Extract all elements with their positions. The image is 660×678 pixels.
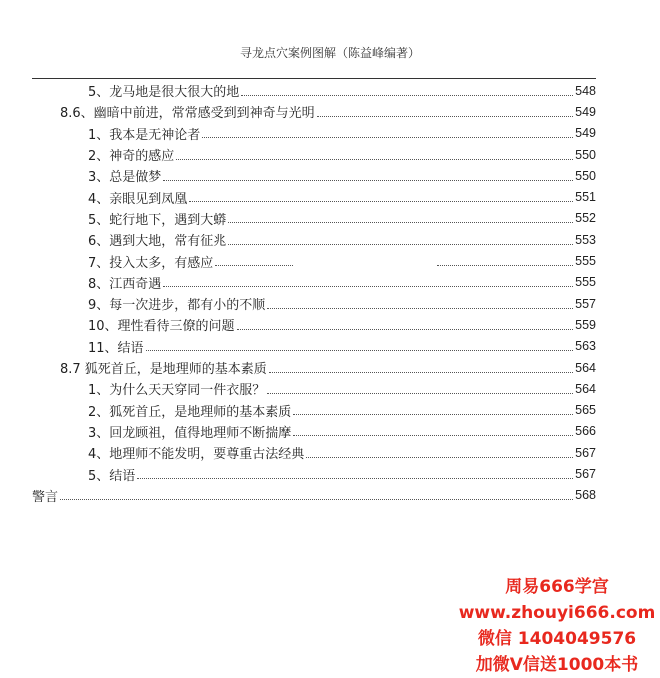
toc-entry (88, 165, 596, 186)
toc-page-number: 564 (575, 360, 596, 375)
toc-leader (237, 328, 574, 330)
toc-page-number: 568 (575, 488, 596, 503)
toc-page-number: 559 (575, 317, 596, 332)
toc-leader (293, 434, 573, 436)
toc-entry (88, 80, 596, 101)
toc-leader (306, 456, 573, 458)
toc-entry (88, 123, 596, 144)
toc-leader (267, 392, 573, 394)
toc-page-number: 563 (575, 339, 596, 354)
toc-entry (88, 187, 596, 208)
toc-page-number: 557 (575, 296, 596, 311)
toc-entry (88, 250, 596, 271)
toc-page-number: 549 (575, 126, 596, 141)
toc-page-number: 551 (575, 190, 596, 205)
toc-leader (202, 136, 573, 138)
toc-entry (88, 378, 596, 399)
toc-leader (60, 498, 573, 500)
toc-entry (32, 485, 596, 506)
toc-entry-title: 9、每一次进步，都有小的不顺 (88, 298, 266, 314)
toc-entry-title: 1、为什么天天穿同一件衣服？ (88, 383, 266, 399)
toc-page-number: 567 (575, 467, 596, 482)
running-header: 寻龙点穴案例图解（陈益峰编著） (239, 46, 420, 60)
toc-leader (317, 115, 573, 117)
toc-leader (228, 221, 573, 223)
toc-entry (88, 314, 596, 335)
toc-entry-title: 1、我本是无神论者 (88, 127, 201, 143)
toc-page-number: 550 (575, 168, 596, 183)
toc-page-number: 566 (575, 424, 596, 439)
toc-leader (163, 285, 573, 287)
toc-page-number: 548 (575, 83, 596, 98)
toc-leader (241, 94, 573, 96)
toc-leader (213, 260, 575, 262)
toc-entry-title: 8、江西奇遇 (88, 276, 162, 292)
toc-entry-title: 8.7 狐死首丘，是地理师的基本素质 (60, 362, 267, 378)
toc-leader (137, 477, 573, 479)
toc-page-number: 567 (575, 445, 596, 460)
toc-entry (88, 336, 596, 357)
toc-entry (88, 400, 596, 421)
watermark-line-4: 加微V信送1000本书 (475, 655, 639, 675)
toc-leader (267, 307, 573, 309)
toc-leader (146, 349, 574, 351)
toc-entry-title: 10、理性看待三僚的问题 (88, 319, 235, 335)
toc-entry (88, 229, 596, 250)
toc-page-number: 555 (575, 254, 596, 269)
toc-entry (60, 357, 596, 378)
toc-page-number: 553 (575, 232, 596, 247)
toc-page-number: 564 (575, 381, 596, 396)
toc-entry-title: 7、投入太多，有感应 (88, 255, 214, 271)
toc-entry (60, 101, 596, 122)
watermark-line-1: 周易666学宫 (505, 577, 609, 597)
toc-entry-title: 8.6、幽暗中前进，常常感受到到神奇与光明 (60, 106, 315, 122)
toc-entry (88, 463, 596, 484)
toc-leader (163, 179, 573, 181)
toc-leader (176, 158, 573, 160)
toc-page-number: 552 (575, 211, 596, 226)
toc-entry (88, 442, 596, 463)
watermark (454, 574, 660, 678)
toc-leader (269, 371, 573, 373)
toc-entry-title: 6、遇到大地，常有征兆 (88, 234, 227, 250)
toc-entry-title: 警言 (32, 489, 59, 505)
watermark-line-2: www.zhouyi666.com (458, 603, 656, 623)
toc-entry (88, 421, 596, 442)
toc-entry-title: 3、回龙顾祖，值得地理师不断揣摩 (88, 425, 292, 441)
toc-entry (88, 293, 596, 314)
toc-leader (189, 200, 573, 202)
toc-entry-title: 5、蛇行地下，遇到大蟒 (88, 212, 227, 228)
toc-entry-title: 4、地理师不能发明，要尊重古法经典 (88, 447, 305, 463)
toc-entry-title: 11、结语 (88, 340, 144, 356)
toc-leader (293, 413, 573, 415)
toc-leader (228, 243, 573, 245)
toc-entry-title: 4、亲眼见到凤凰 (88, 191, 188, 207)
header-rule (32, 78, 596, 79)
toc-entry-title: 2、神奇的感应 (88, 149, 175, 165)
watermark-line-3: 微信 1404049576 (477, 629, 637, 649)
toc-entry (88, 208, 596, 229)
toc-entry (88, 272, 596, 293)
toc-entry-title: 5、龙马地是很大很大的地 (88, 85, 240, 101)
toc-entry (88, 144, 596, 165)
toc-entry-title: 2、狐死首丘，是地理师的基本素质 (88, 404, 292, 420)
toc-page-number: 549 (575, 104, 596, 119)
toc-entry-title: 5、结语 (88, 468, 136, 484)
toc-page-number: 555 (575, 275, 596, 290)
toc-entry-title: 3、总是做梦 (88, 170, 162, 186)
toc-page-number: 565 (575, 403, 596, 418)
toc-page-number: 550 (575, 147, 596, 162)
